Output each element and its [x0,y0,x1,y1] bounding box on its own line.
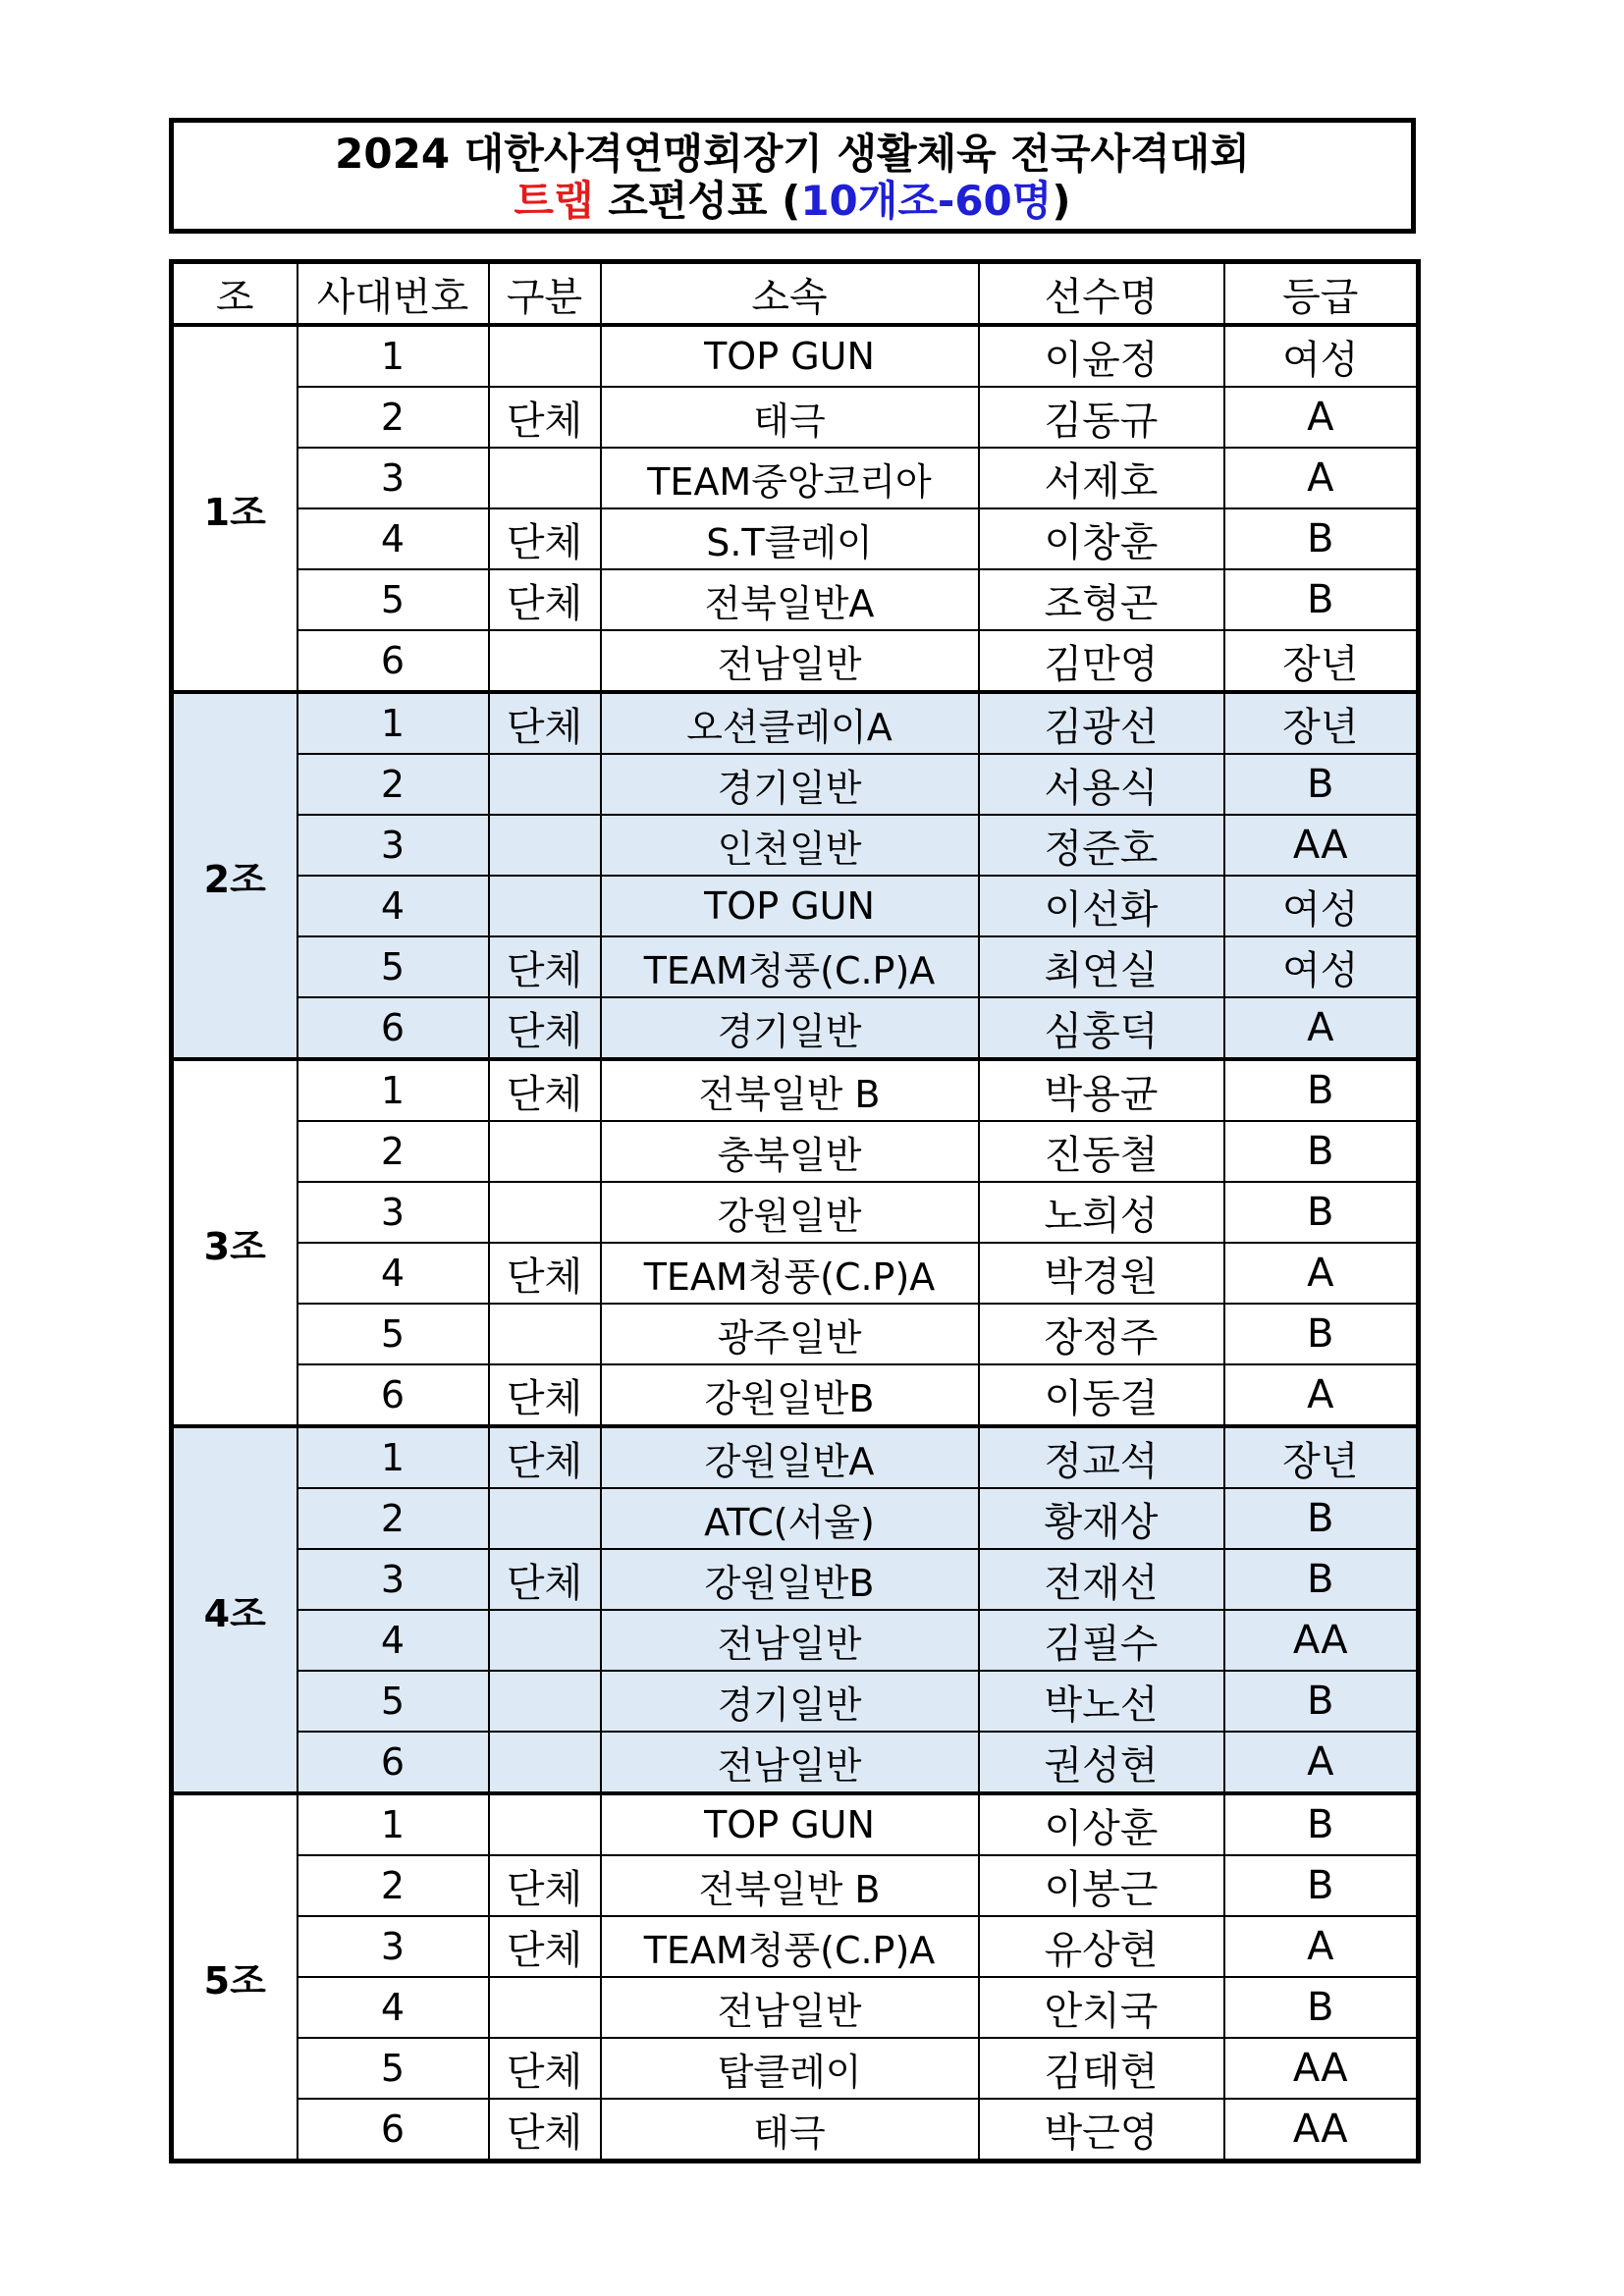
table-row [172,815,1419,876]
lane-number-cell: 1 [298,325,489,387]
club-cell: TOP GUN [601,1793,979,1855]
grade-cell: 여성 [1224,936,1419,997]
lane-number-cell: 4 [298,1610,489,1671]
club-cell: 오션클레이A [601,692,979,754]
lane-number-cell: 3 [298,1182,489,1243]
title-count: 10개조-60명 [800,177,1053,225]
header-lane: 사대번호 [298,262,489,326]
club-cell: 강원일반 [601,1182,979,1243]
player-name-cell: 이창훈 [979,508,1224,569]
lane-number-cell: 4 [298,1977,489,2038]
player-name-cell: 조형곤 [979,569,1224,630]
player-name-cell: 장정주 [979,1304,1224,1364]
club-cell: TEAM중앙코리아 [601,448,979,508]
lane-number-cell: 5 [298,1671,489,1732]
title-box [169,118,1416,234]
group-label-cell: 5조 [172,1793,298,2162]
club-cell: 탑클레이 [601,2038,979,2099]
type-cell [489,1671,601,1732]
type-cell [489,1732,601,1793]
lane-number-cell: 2 [298,387,489,448]
player-name-cell: 박근영 [979,2099,1224,2162]
type-cell: 단체 [489,1243,601,1304]
grade-cell: B [1224,1855,1419,1916]
lane-number-cell: 1 [298,692,489,754]
player-name-cell: 진동철 [979,1121,1224,1182]
grade-cell: B [1224,1488,1419,1549]
lane-number-cell: 2 [298,1488,489,1549]
lane-number-cell: 5 [298,569,489,630]
club-cell: 강원일반B [601,1549,979,1610]
lane-number-cell: 2 [298,1121,489,1182]
player-name-cell: 김필수 [979,1610,1224,1671]
roster-table [169,259,1421,2163]
player-name-cell: 노희성 [979,1182,1224,1243]
type-cell: 단체 [489,387,601,448]
type-cell: 단체 [489,936,601,997]
lane-number-cell: 3 [298,448,489,508]
player-name-cell: 박용균 [979,1059,1224,1121]
player-name-cell: 이봉근 [979,1855,1224,1916]
lane-number-cell: 6 [298,997,489,1059]
table-row [172,448,1419,508]
title-main: 2024 대한사격연맹회장기 생활체육 전국사격대회 [335,130,1250,178]
table-row [172,630,1419,692]
player-name-cell: 박노선 [979,1671,1224,1732]
grade-cell: 장년 [1224,692,1419,754]
table-row [172,325,1419,387]
roster-body [172,325,1419,2162]
type-cell [489,1304,601,1364]
lane-number-cell: 1 [298,1059,489,1121]
lane-number-cell: 3 [298,1549,489,1610]
lane-number-cell: 6 [298,1364,489,1426]
title-sub [174,178,1411,225]
type-cell [489,876,601,936]
lane-number-cell: 4 [298,1243,489,1304]
table-row [172,997,1419,1059]
header-grade: 등급 [1224,262,1419,326]
title-sub-text: 조편성표 ( [593,177,801,225]
table-row [172,1977,1419,2038]
type-cell [489,1182,601,1243]
table-row [172,754,1419,815]
player-name-cell: 정준호 [979,815,1224,876]
lane-number-cell: 2 [298,754,489,815]
grade-cell: B [1224,1304,1419,1364]
type-cell: 단체 [489,508,601,569]
club-cell: 전북일반 B [601,1855,979,1916]
player-name-cell: 김만영 [979,630,1224,692]
type-cell: 단체 [489,1549,601,1610]
grade-cell: 장년 [1224,630,1419,692]
lane-number-cell: 1 [298,1793,489,1855]
table-row [172,692,1419,754]
type-cell [489,1610,601,1671]
grade-cell: B [1224,1793,1419,1855]
player-name-cell: 김동규 [979,387,1224,448]
table-row [172,1488,1419,1549]
type-cell: 단체 [489,997,601,1059]
lane-number-cell: 5 [298,936,489,997]
player-name-cell: 이동걸 [979,1364,1224,1426]
grade-cell: A [1224,1916,1419,1977]
club-cell: TOP GUN [601,876,979,936]
table-row [172,2099,1419,2162]
lane-number-cell: 6 [298,630,489,692]
lane-number-cell: 4 [298,876,489,936]
type-cell: 단체 [489,569,601,630]
table-row [172,1610,1419,1671]
group-label-cell: 1조 [172,325,298,692]
table-row [172,569,1419,630]
club-cell: 경기일반 [601,997,979,1059]
club-cell: 전북일반A [601,569,979,630]
grade-cell: 장년 [1224,1426,1419,1488]
player-name-cell: 심홍덕 [979,997,1224,1059]
table-row [172,1549,1419,1610]
table-row [172,1916,1419,1977]
player-name-cell: 최연실 [979,936,1224,997]
header-type: 구분 [489,262,601,326]
player-name-cell: 김태현 [979,2038,1224,2099]
club-cell: TEAM청풍(C.P)A [601,1916,979,1977]
type-cell [489,448,601,508]
header-club: 소속 [601,262,979,326]
player-name-cell: 서제호 [979,448,1224,508]
player-name-cell: 서용식 [979,754,1224,815]
grade-cell: B [1224,508,1419,569]
type-cell [489,754,601,815]
type-cell [489,815,601,876]
player-name-cell: 황재상 [979,1488,1224,1549]
grade-cell: B [1224,1121,1419,1182]
lane-number-cell: 2 [298,1855,489,1916]
header-name: 선수명 [979,262,1224,326]
type-cell [489,1793,601,1855]
club-cell: 광주일반 [601,1304,979,1364]
table-row [172,936,1419,997]
lane-number-cell: 1 [298,1426,489,1488]
table-row [172,508,1419,569]
type-cell [489,325,601,387]
lane-number-cell: 3 [298,1916,489,1977]
type-cell: 단체 [489,1059,601,1121]
club-cell: 태극 [601,387,979,448]
table-row [172,1426,1419,1488]
club-cell: 경기일반 [601,1671,979,1732]
lane-number-cell: 5 [298,2038,489,2099]
club-cell: 인천일반 [601,815,979,876]
grade-cell: AA [1224,1610,1419,1671]
type-cell: 단체 [489,1916,601,1977]
grade-cell: AA [1224,2099,1419,2162]
grade-cell: B [1224,754,1419,815]
type-cell: 단체 [489,1364,601,1426]
type-cell: 단체 [489,2038,601,2099]
group-label-cell: 4조 [172,1426,298,1793]
club-cell: 전남일반 [601,1732,979,1793]
lane-number-cell: 6 [298,2099,489,2162]
title-sub-end: ) [1052,177,1071,225]
club-cell: 강원일반B [601,1364,979,1426]
player-name-cell: 김광선 [979,692,1224,754]
grade-cell: B [1224,1182,1419,1243]
group-label-cell: 2조 [172,692,298,1059]
grade-cell: 여성 [1224,876,1419,936]
player-name-cell: 정교석 [979,1426,1224,1488]
type-cell: 단체 [489,1855,601,1916]
header-row [172,262,1419,326]
player-name-cell: 안치국 [979,1977,1224,2038]
grade-cell: A [1224,1732,1419,1793]
club-cell: 강원일반A [601,1426,979,1488]
club-cell: 전남일반 [601,630,979,692]
club-cell: S.T클레이 [601,508,979,569]
grade-cell: B [1224,569,1419,630]
grade-cell: AA [1224,815,1419,876]
type-cell: 단체 [489,2099,601,2162]
table-row [172,1732,1419,1793]
club-cell: 전남일반 [601,1610,979,1671]
lane-number-cell: 3 [298,815,489,876]
lane-number-cell: 6 [298,1732,489,1793]
lane-number-cell: 4 [298,508,489,569]
header-group: 조 [172,262,298,326]
grade-cell: B [1224,1549,1419,1610]
club-cell: 경기일반 [601,754,979,815]
table-row [172,1364,1419,1426]
player-name-cell: 이상훈 [979,1793,1224,1855]
type-cell [489,1488,601,1549]
type-cell [489,630,601,692]
group-label-cell: 3조 [172,1059,298,1426]
grade-cell: A [1224,1364,1419,1426]
table-row [172,1243,1419,1304]
table-row [172,876,1419,936]
player-name-cell: 권성현 [979,1732,1224,1793]
table-row [172,1059,1419,1121]
player-name-cell: 이윤정 [979,325,1224,387]
type-cell [489,1977,601,2038]
club-cell: 전북일반 B [601,1059,979,1121]
grade-cell: B [1224,1059,1419,1121]
grade-cell: AA [1224,2038,1419,2099]
player-name-cell: 이선화 [979,876,1224,936]
grade-cell: A [1224,1243,1419,1304]
grade-cell: A [1224,997,1419,1059]
grade-cell: 여성 [1224,325,1419,387]
player-name-cell: 전재선 [979,1549,1224,1610]
table-row [172,1304,1419,1364]
title-event: 트랩 [514,177,594,225]
table-row [172,1182,1419,1243]
table-row [172,387,1419,448]
type-cell [489,1121,601,1182]
club-cell: 전남일반 [601,1977,979,2038]
table-row [172,1855,1419,1916]
club-cell: ATC(서울) [601,1488,979,1549]
club-cell: 태극 [601,2099,979,2162]
lane-number-cell: 5 [298,1304,489,1364]
grade-cell: A [1224,448,1419,508]
club-cell: TOP GUN [601,325,979,387]
table-row [172,1121,1419,1182]
club-cell: 충북일반 [601,1121,979,1182]
player-name-cell: 유상현 [979,1916,1224,1977]
type-cell: 단체 [489,692,601,754]
table-row [172,1671,1419,1732]
grade-cell: B [1224,1977,1419,2038]
grade-cell: B [1224,1671,1419,1732]
type-cell: 단체 [489,1426,601,1488]
table-row [172,1793,1419,1855]
player-name-cell: 박경원 [979,1243,1224,1304]
club-cell: TEAM청풍(C.P)A [601,936,979,997]
table-row [172,2038,1419,2099]
club-cell: TEAM청풍(C.P)A [601,1243,979,1304]
grade-cell: A [1224,387,1419,448]
